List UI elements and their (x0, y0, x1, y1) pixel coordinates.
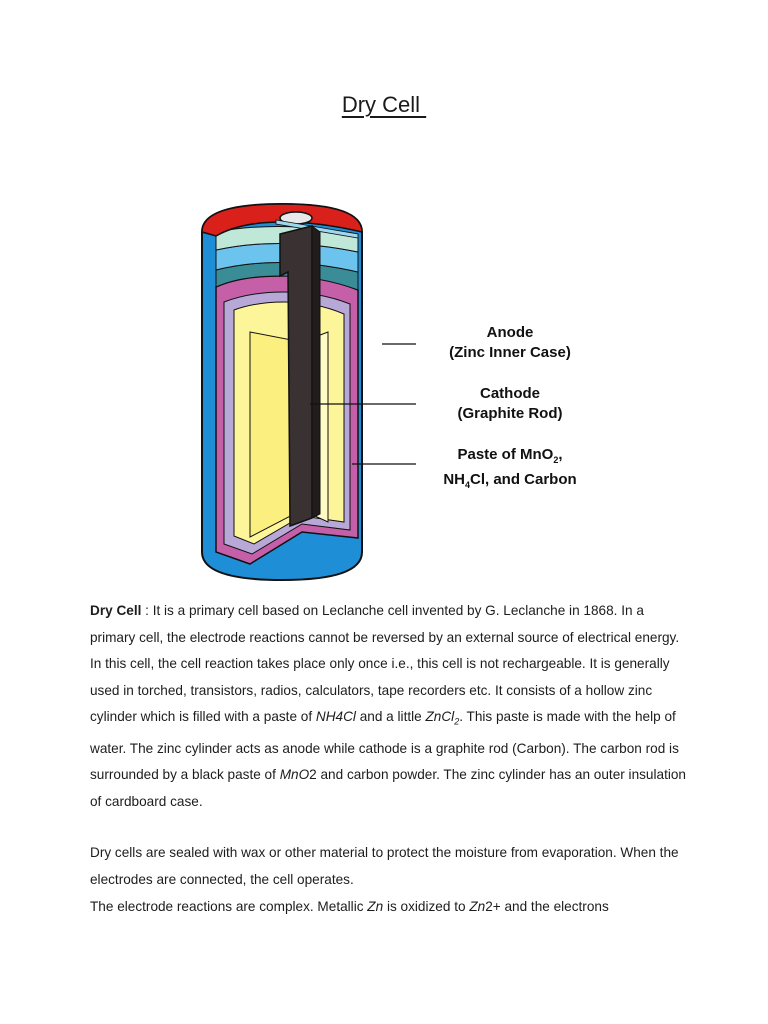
dry-cell-diagram (180, 192, 600, 587)
cathode-label: Cathode (Graphite Rod) (457, 385, 563, 422)
paragraph-sealing: Dry cells are sealed with wax or other material to protect the moisture from evaporation. When the electrodes are connected, the cell operates. (90, 845, 679, 888)
paragraph-reactions: The electrode reactions are complex. Metallic Zn is oxidized to Zn2+ and the electrons (90, 898, 609, 914)
paragraph-description: Dry Cell : It is a primary cell based on Leclanche cell invented by G. Leclanche in 1868. In a primary cell, the electrode reactions cannot be reversed by an external source of electrical energy. In this cell, the cell reaction takes place only once i.e., this cell is not rechargeable. It is generally used in torched, transistors, radios, calculators, tape recorders etc. It consists of a hollow zinc cylinder which is filled with a paste of NH4Cl and a little ZnCl$_2$. This paste is made with the help of water. The zinc cylinder acts as anode while cathode is a graphite rod (Carbon). The carbon rod is surrounded by a black paste of MnO2 and carbon powder. The zinc cylinder has an outer insulation of cardboard case. (90, 603, 686, 809)
page-title: Dry Cell (341, 92, 427, 117)
body-text (90, 598, 690, 920)
paste-label: Paste of MnO$_2$, $NH_4Cl$, and Carbon (443, 446, 577, 490)
anode-label: Anode (Zinc Inner Case) (449, 324, 571, 361)
